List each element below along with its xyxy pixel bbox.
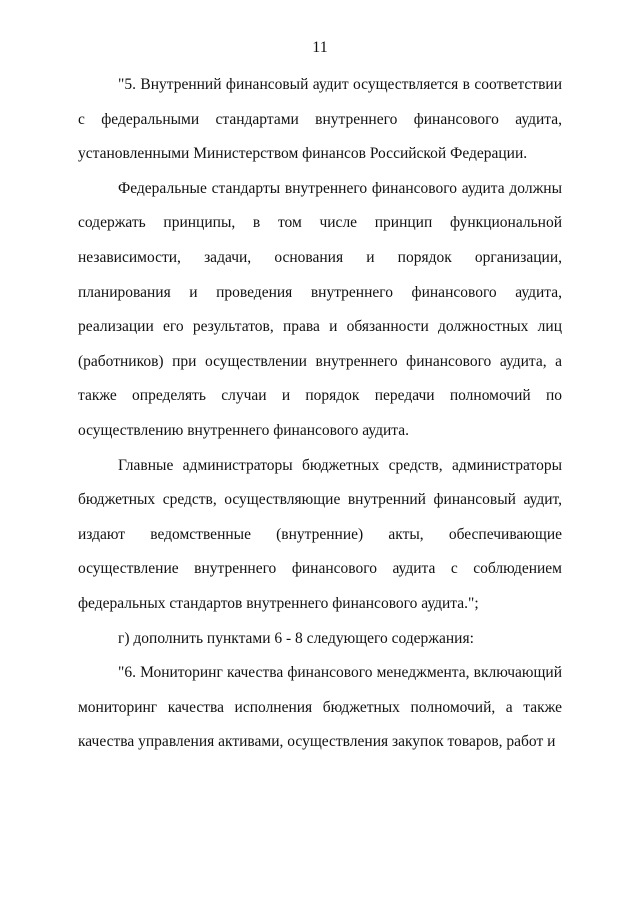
paragraph-federal-standards-content: Федеральные стандарты внутреннего финансового аудита должны содержать принципы, в том числе принцип функциональной независимости, задачи, основания и порядок организации, планирования и проведения внутреннего финансового аудита, реализации его результатов, права и обязанности должностных лиц (работников) при осуществлении внутреннего финансового аудита, а также определять случаи и порядок передачи полномочий по осуществлению внутреннего финансового аудита. — [78, 179, 562, 439]
page-number: 11 — [312, 39, 328, 56]
paragraph-internal-audit-standards: "5. Внутренний финансовый аудит осуществляется в соответствии с федеральными стандартами внутреннего финансового аудита, установленными Министерством финансов Российской Федерации. — [78, 76, 562, 163]
document-body — [78, 68, 562, 760]
paragraph-budget-administrators: Главные администраторы бюджетных средств, администраторы бюджетных средств, осуществляющие внутренний финансовый аудит, издают ведомственные (внутренние) акты, обеспечивающие осуществление внутреннего финансового аудита с соблюдением федеральных стандартов внутреннего финансового аудита."; — [78, 456, 562, 612]
paragraph-monitoring-quality: "6. Мониторинг качества финансового менеджмента, включающий мониторинг качества исполнения бюджетных полномочий, а также качества управления активами, осуществления закупок товаров, работ и — [78, 664, 562, 751]
paragraph-add-points: г) дополнить пунктами 6 - 8 следующего содержания: — [118, 629, 474, 647]
